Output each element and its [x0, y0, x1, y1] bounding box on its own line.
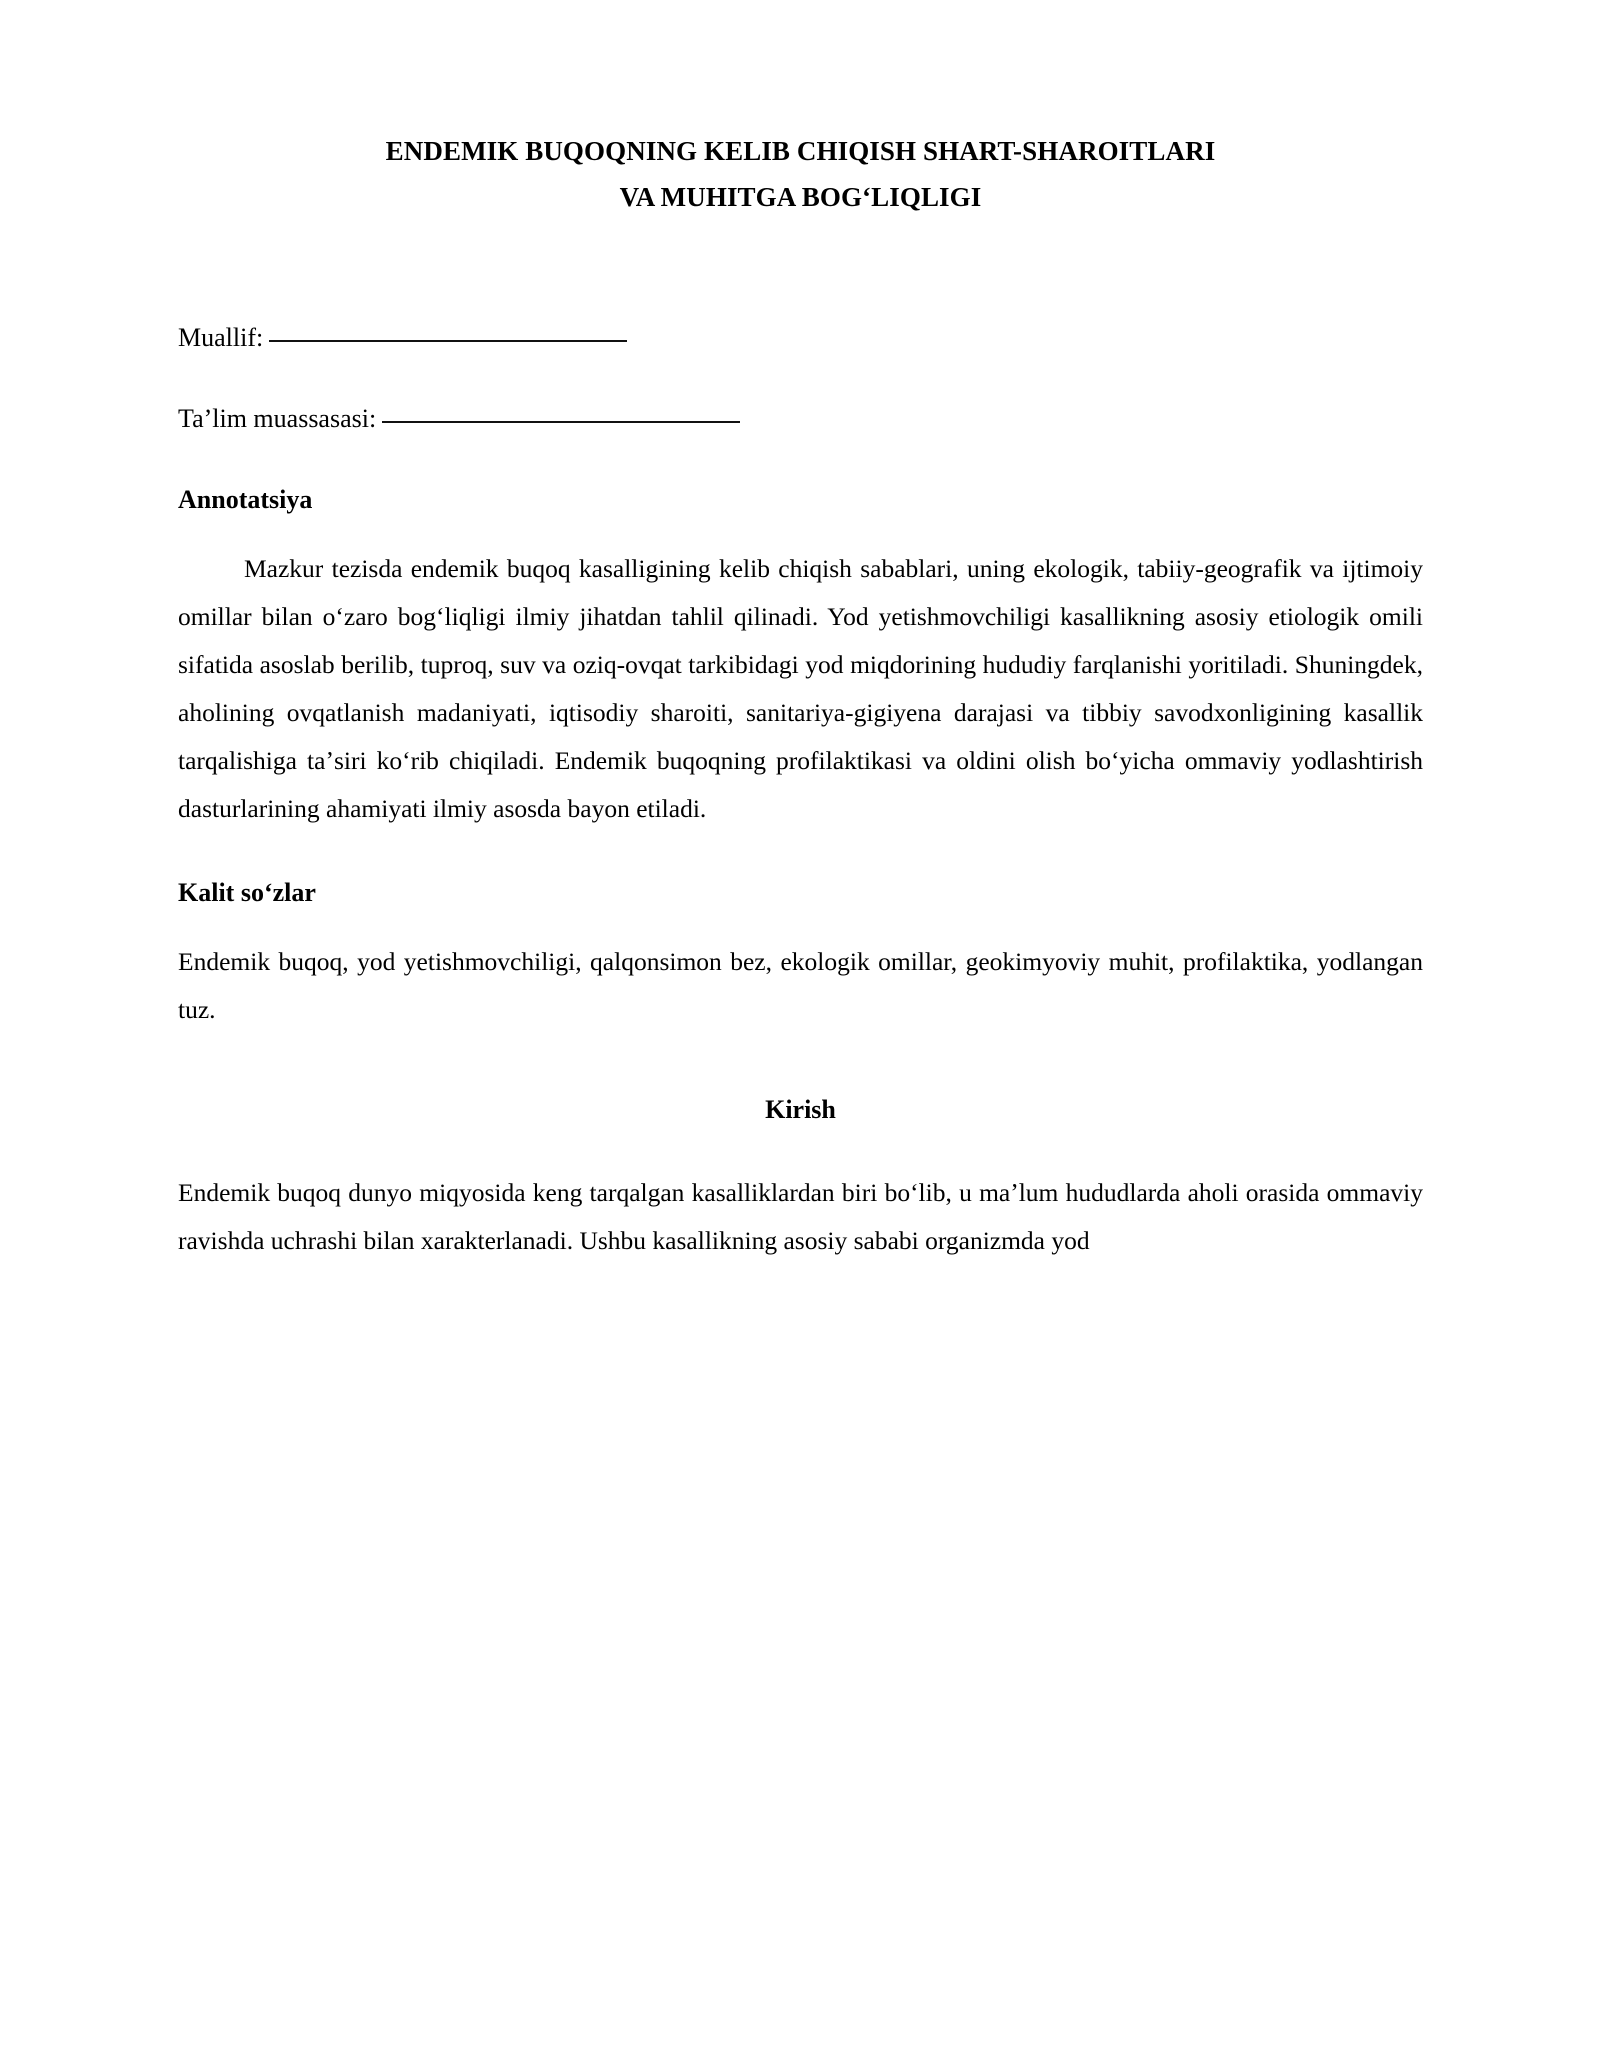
document-page [178, 0, 1423, 2070]
introduction-paragraph: Endemik buqoq dunyo miqyosida keng tarqalgan kasalliklardan biri boʻlib, u maʼlum hududlarda aholi orasida ommaviy ravishda uchrashi bilan xarakterlanadi. Ushbu kasallikning asosiy sababi organizmda yod [178, 1177, 1423, 1255]
spacer-between-fields [178, 358, 1423, 398]
author-field-row [178, 317, 1423, 359]
institution-field-input[interactable] [382, 421, 740, 423]
author-field-label: Muallif: [178, 322, 264, 352]
title-line-2: VA MUHITGA BOGʻLIQLIGI [619, 182, 982, 213]
keywords-paragraph: Endemik buqoq, yod yetishmovchiligi, qalqonsimon bez, ekologik omillar, geokimyoviy muhit, profilaktika, yodlangan tuz. [178, 946, 1423, 1024]
introduction-heading: Kirish [765, 1094, 836, 1124]
keywords-heading: Kalit soʻzlar [178, 877, 316, 907]
spacer-before-intro-heading [178, 1034, 1423, 1090]
institution-field-row [178, 398, 1423, 440]
spacer-after-abstract-heading [178, 519, 1423, 545]
spacer-after-intro-heading [178, 1129, 1423, 1169]
spacer-before-abstract-heading [178, 440, 1423, 480]
spacer-after-keywords-heading [178, 912, 1423, 938]
page-left-margin [0, 0, 6, 2070]
institution-field-label: Taʼlim muassasasi: [178, 404, 377, 434]
spacer-after-title [178, 221, 1423, 317]
author-field-input[interactable] [269, 340, 627, 342]
document-title [178, 0, 1423, 221]
title-line-1: ENDEMIK BUQOQNING KELIB CHIQISH SHART-SHAROITLARI [385, 136, 1216, 166]
abstract-heading: Annotatsiya [178, 485, 313, 515]
spacer-before-keywords-heading [178, 833, 1423, 873]
abstract-paragraph: Mazkur tezisda endemik buqoq kasalligining kelib chiqish sabablari, uning ekologik, tabiiy-geografik va ijtimoiy omillar bilan oʻzaro bogʻliqligi ilmiy jihatdan tahlil qilinadi. Yod yetishmovchiligi kasallikning asosiy etiologik omili sifatida asoslab berilib, tuproq, suv va oziq-ovqat tarkibidagi yod miqdorining hududiy farqlanishi yoritiladi. Shuningdek, aholining ovqatlanish madaniyati, iqtisodiy sharoiti, sanitariya-gigiyena darajasi va tibbiy savodxonligining kasallik tarqalishiga taʼsiri koʻrib chiqiladi. Endemik buqoqning profilaktikasi va oldini olish boʻyicha ommaviy yodlashtirish dasturlarining ahamiyati ilmiy asosda bayon etiladi. [178, 554, 1423, 823]
